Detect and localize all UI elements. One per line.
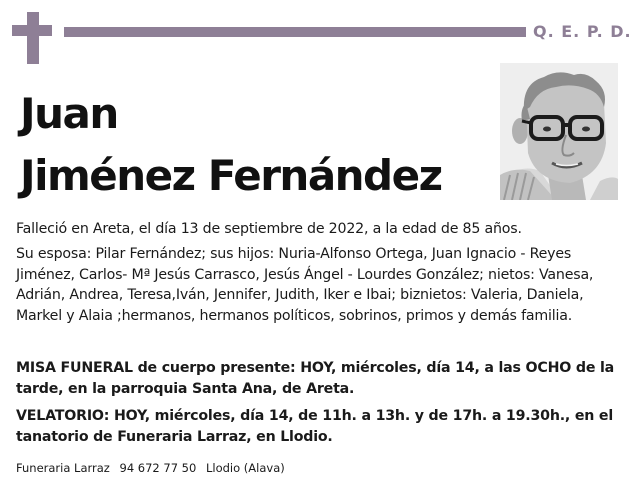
funeral-home-name: Funeraria Larraz <box>16 461 110 475</box>
cross-horizontal-bar <box>12 25 52 36</box>
header-rule <box>64 27 526 37</box>
deceased-surnames: Jiménez Fernández <box>20 151 442 200</box>
qepd-label: Q. E. P. D. <box>533 22 632 41</box>
funeral-home-location: Llodio (Alava) <box>205 461 285 475</box>
death-statement: Falleció en Areta, el día 13 de septiembre de 2022, a la edad de 85 años. <box>16 221 522 237</box>
funeral-home-phone: 94 672 77 50 <box>119 461 197 475</box>
family-list: Su esposa: Pilar Fernández; sus hijos: Nuria-Alfonso Ortega, Juan Ignacio - Reyes Jiménez, Carlos- Mª Jesús Carrasco, Jesús Ángel - Lourdes González; nietos: Vanesa, Adrián, Andrea, Teresa,Iván, Jennifer, Judith, Iker e Ibai; biznietos: Valeria, Daniela, Markel y Alaia ;hermanos, hermanos políticos, sobrinos, primos y demás familia. <box>16 246 594 324</box>
wake-info: VELATORIO: HOY, miércoles, día 14, de 11h. a 13h. y de 17h. a 19.30h., en el tanatorio de Funeraria Larraz, en Llodio. <box>16 408 613 445</box>
deceased-first-name: Juan <box>20 89 118 138</box>
portrait-icon <box>500 63 618 200</box>
portrait-photo <box>500 63 618 200</box>
funeral-mass-info: MISA FUNERAL de cuerpo presente: HOY, miércoles, día 14, a las OCHO de la tarde, en la parroquia Santa Ana, de Areta. <box>16 360 615 397</box>
footer <box>16 461 620 475</box>
cross-vertical-bar <box>27 12 39 64</box>
